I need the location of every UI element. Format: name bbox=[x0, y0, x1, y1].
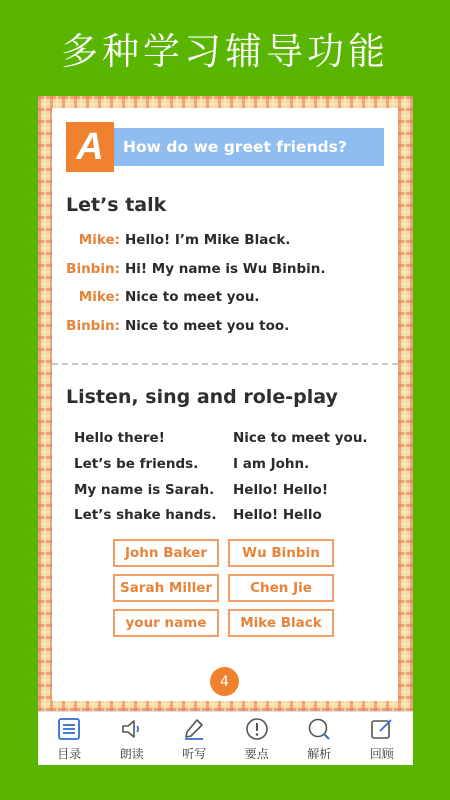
song-line[interactable]: Let’s be friends. bbox=[74, 456, 199, 472]
dialog-line[interactable] bbox=[66, 286, 386, 308]
dialog-line[interactable] bbox=[66, 258, 386, 280]
lesson-title: How do we greet friends? bbox=[114, 128, 384, 166]
nav-label: 目录 bbox=[57, 747, 82, 761]
name-chip[interactable]: John Baker bbox=[113, 539, 219, 567]
song-line[interactable]: Hello! Hello! bbox=[233, 482, 328, 498]
name-chip[interactable]: Wu Binbin bbox=[228, 539, 334, 567]
section-divider bbox=[52, 363, 398, 365]
analysis-icon bbox=[307, 717, 331, 741]
nav-item-analysis[interactable] bbox=[288, 712, 351, 765]
nav-label: 朗读 bbox=[119, 747, 144, 761]
song-line[interactable]: Hello! Hello bbox=[233, 507, 322, 523]
dialog-text: Nice to meet you too. bbox=[125, 318, 290, 334]
dialog-speaker: Binbin: bbox=[66, 318, 120, 334]
song-line[interactable]: I am John. bbox=[233, 456, 310, 472]
nav-label: 听写 bbox=[182, 747, 207, 761]
nav-label: 解析 bbox=[307, 747, 332, 761]
dialog-text: Hi! My name is Wu Binbin. bbox=[125, 261, 326, 277]
review-icon bbox=[370, 717, 394, 741]
key-points-icon bbox=[245, 717, 269, 741]
section-title-listen-sing: Listen, sing and role-play bbox=[66, 386, 338, 408]
dialog-text: Nice to meet you. bbox=[125, 289, 260, 305]
pencil-icon bbox=[182, 717, 206, 741]
bottom-toolbar bbox=[38, 711, 413, 765]
nav-label: 回顾 bbox=[369, 747, 394, 761]
dialog-speaker: Binbin: bbox=[66, 261, 120, 277]
dialog-speaker: Mike: bbox=[78, 289, 120, 305]
name-chip[interactable]: Chen Jie bbox=[228, 574, 334, 602]
nav-item-dictation[interactable] bbox=[163, 712, 226, 765]
song-line[interactable]: Hello there! bbox=[74, 430, 165, 446]
promo-banner-title: 多种学习辅导功能 bbox=[61, 30, 389, 73]
page-number-badge: 4 bbox=[210, 667, 239, 696]
nav-item-contents[interactable] bbox=[38, 712, 101, 765]
nav-label: 要点 bbox=[244, 747, 269, 761]
speaker-icon bbox=[120, 717, 144, 741]
nav-item-key-points[interactable] bbox=[226, 712, 289, 765]
song-line[interactable]: Nice to meet you. bbox=[233, 430, 368, 446]
dialog-line[interactable] bbox=[66, 229, 386, 251]
dialog-text: Hello! I’m Mike Black. bbox=[125, 232, 291, 248]
song-line[interactable]: My name is Sarah. bbox=[74, 482, 215, 498]
song-line[interactable]: Let’s shake hands. bbox=[74, 507, 217, 523]
name-chip[interactable]: Sarah Miller bbox=[113, 574, 219, 602]
lesson-badge: A bbox=[66, 122, 114, 172]
table-of-contents-icon bbox=[57, 717, 81, 741]
nav-item-read-aloud[interactable] bbox=[101, 712, 164, 765]
nav-item-review[interactable] bbox=[351, 712, 414, 765]
section-title-lets-talk: Let’s talk bbox=[66, 194, 167, 216]
dialog-line[interactable] bbox=[66, 315, 386, 337]
dialog-speaker: Mike: bbox=[78, 232, 120, 248]
name-chip[interactable]: your name bbox=[113, 609, 219, 637]
name-chip[interactable]: Mike Black bbox=[228, 609, 334, 637]
